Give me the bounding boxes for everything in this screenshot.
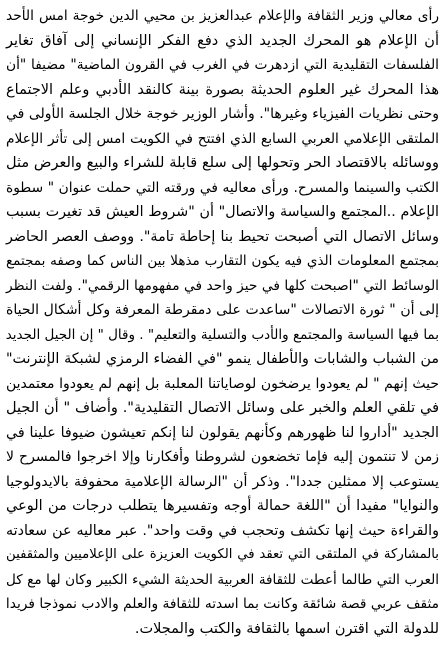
article-line: من الشباب والشابات والأطفال ينمو "في الفضاء الرمزي لشبكة الإنترنت" xyxy=(6,351,439,367)
article-line: الكتب والسينما والمسرح. ورأى معاليه في ورقته التي حملت عنوان " سطوة xyxy=(6,179,439,196)
article-line: رأى معالي وزير الثقافة والإعلام عبدالعزيز بن محيي الدين خوجة امس الأحد xyxy=(6,8,439,24)
article-line: وسائل الاتصال التي أصبحت تحيط بنا إحاطة تامة". ووصف العصر الحاضر xyxy=(6,228,439,245)
article-line: بما فيها السياسة والمجتمع والأدب والتسلية والتعليم" . وقال " إن الجيل الجديد xyxy=(5,326,439,343)
article-line: الإعلام ..المجتمع والسياسة والاتصال" أن "شروط العيش قد تغيرت بسبب xyxy=(6,204,439,220)
article-line: والقراءة حيث إنها تكشف وتحجب في وقت واحد". عبر معاليه عن سعادته xyxy=(6,522,439,539)
article-line: زمن لا تنتمون إليه فإما تخضعون لشروطنا وأفكارنا وإلا اخرجوا فالمسرح لا xyxy=(6,449,439,465)
article-line: للدولة التي اقترن اسمها بالثقافة والكتب والمجلات. xyxy=(134,620,439,637)
article-line: ووسائله بالاقتصاد الحر وتحولها إلى سلع قابلة للشراء والبيع والعرض مثل xyxy=(6,155,439,171)
article-line: الفلسفات التقليدية التي ازدهرت في الغرب في القرون الماضية" مضيفا "أن xyxy=(6,57,439,73)
article-line: الوسائط التي "اصبحت كلها في حيز واحد في مفهومها الرقمي". ولفت النظر xyxy=(6,277,439,294)
article-line: في تلقي العلم والخبر على وسائل الاتصال التقليدية". وأضاف " أن الجيل xyxy=(6,400,439,416)
article-line: أن الإعلام هو المحرك الجديد الذي دفع الفكر الإنساني إلى آفاق تغاير xyxy=(6,32,439,49)
article-line: حيث إنهم " لم يعودوا يرضخون لوصاياتنا المعلبة بل إنهم لم يعودوا معتمدين xyxy=(6,375,439,392)
article-line: هذا المحرك غير العلوم الحديثة بصورة بينة كالنقد الأدبي وعلم الاجتماع xyxy=(6,81,439,98)
article-line: بالمشاركة في الملتقى التي تعقد في الكويت العزيزة على الإعلاميين والمثقفين xyxy=(6,547,439,562)
article-line: يستوعب إلا ممثلين جددا". وذكر أن "الرسالة الإعلامية محفوفة بالايدولوجيا xyxy=(6,473,439,490)
article-line: الجديد "أداروا لنا ظهورهم وكأنهم يقولون لنا إنكم تعيشون ضيوفا علينا في xyxy=(6,424,439,441)
article-line: وحتى نظريات الفيزياء وغيرها". وأشار الوزير خوجة خلال الجلسة الأولى في xyxy=(6,106,439,122)
article-line: والنوايا" مفيدا أن "اللغة حمالة أوجه وتفسيرها يتطلب درجات من الوعي xyxy=(6,498,439,514)
article-line: إلى أن " ثورة الاتصالات "ساعدت على دمقرطة المعرفة وكل أشكال الحياة xyxy=(6,302,439,318)
article-line: بمجتمع المعلومات الذي فيه يكون التقارب مذهلا بين الناس كما وصفه بمجتمع xyxy=(6,253,439,269)
article-line: الملتقى الإعلامي العربي السابع الذي افتتح في الكويت امس إلى تأثر الإعلام xyxy=(6,130,439,147)
article-line: العرب التي طالما أعطت للثقافة العربية الحديثة الشيء الكبير وكان لها مع كل xyxy=(6,571,439,588)
article-line: مثقف عربي قصة شائقة وكانت بما اسدته للثقافة والعلم والادب نموذجا فريدا xyxy=(5,596,439,612)
